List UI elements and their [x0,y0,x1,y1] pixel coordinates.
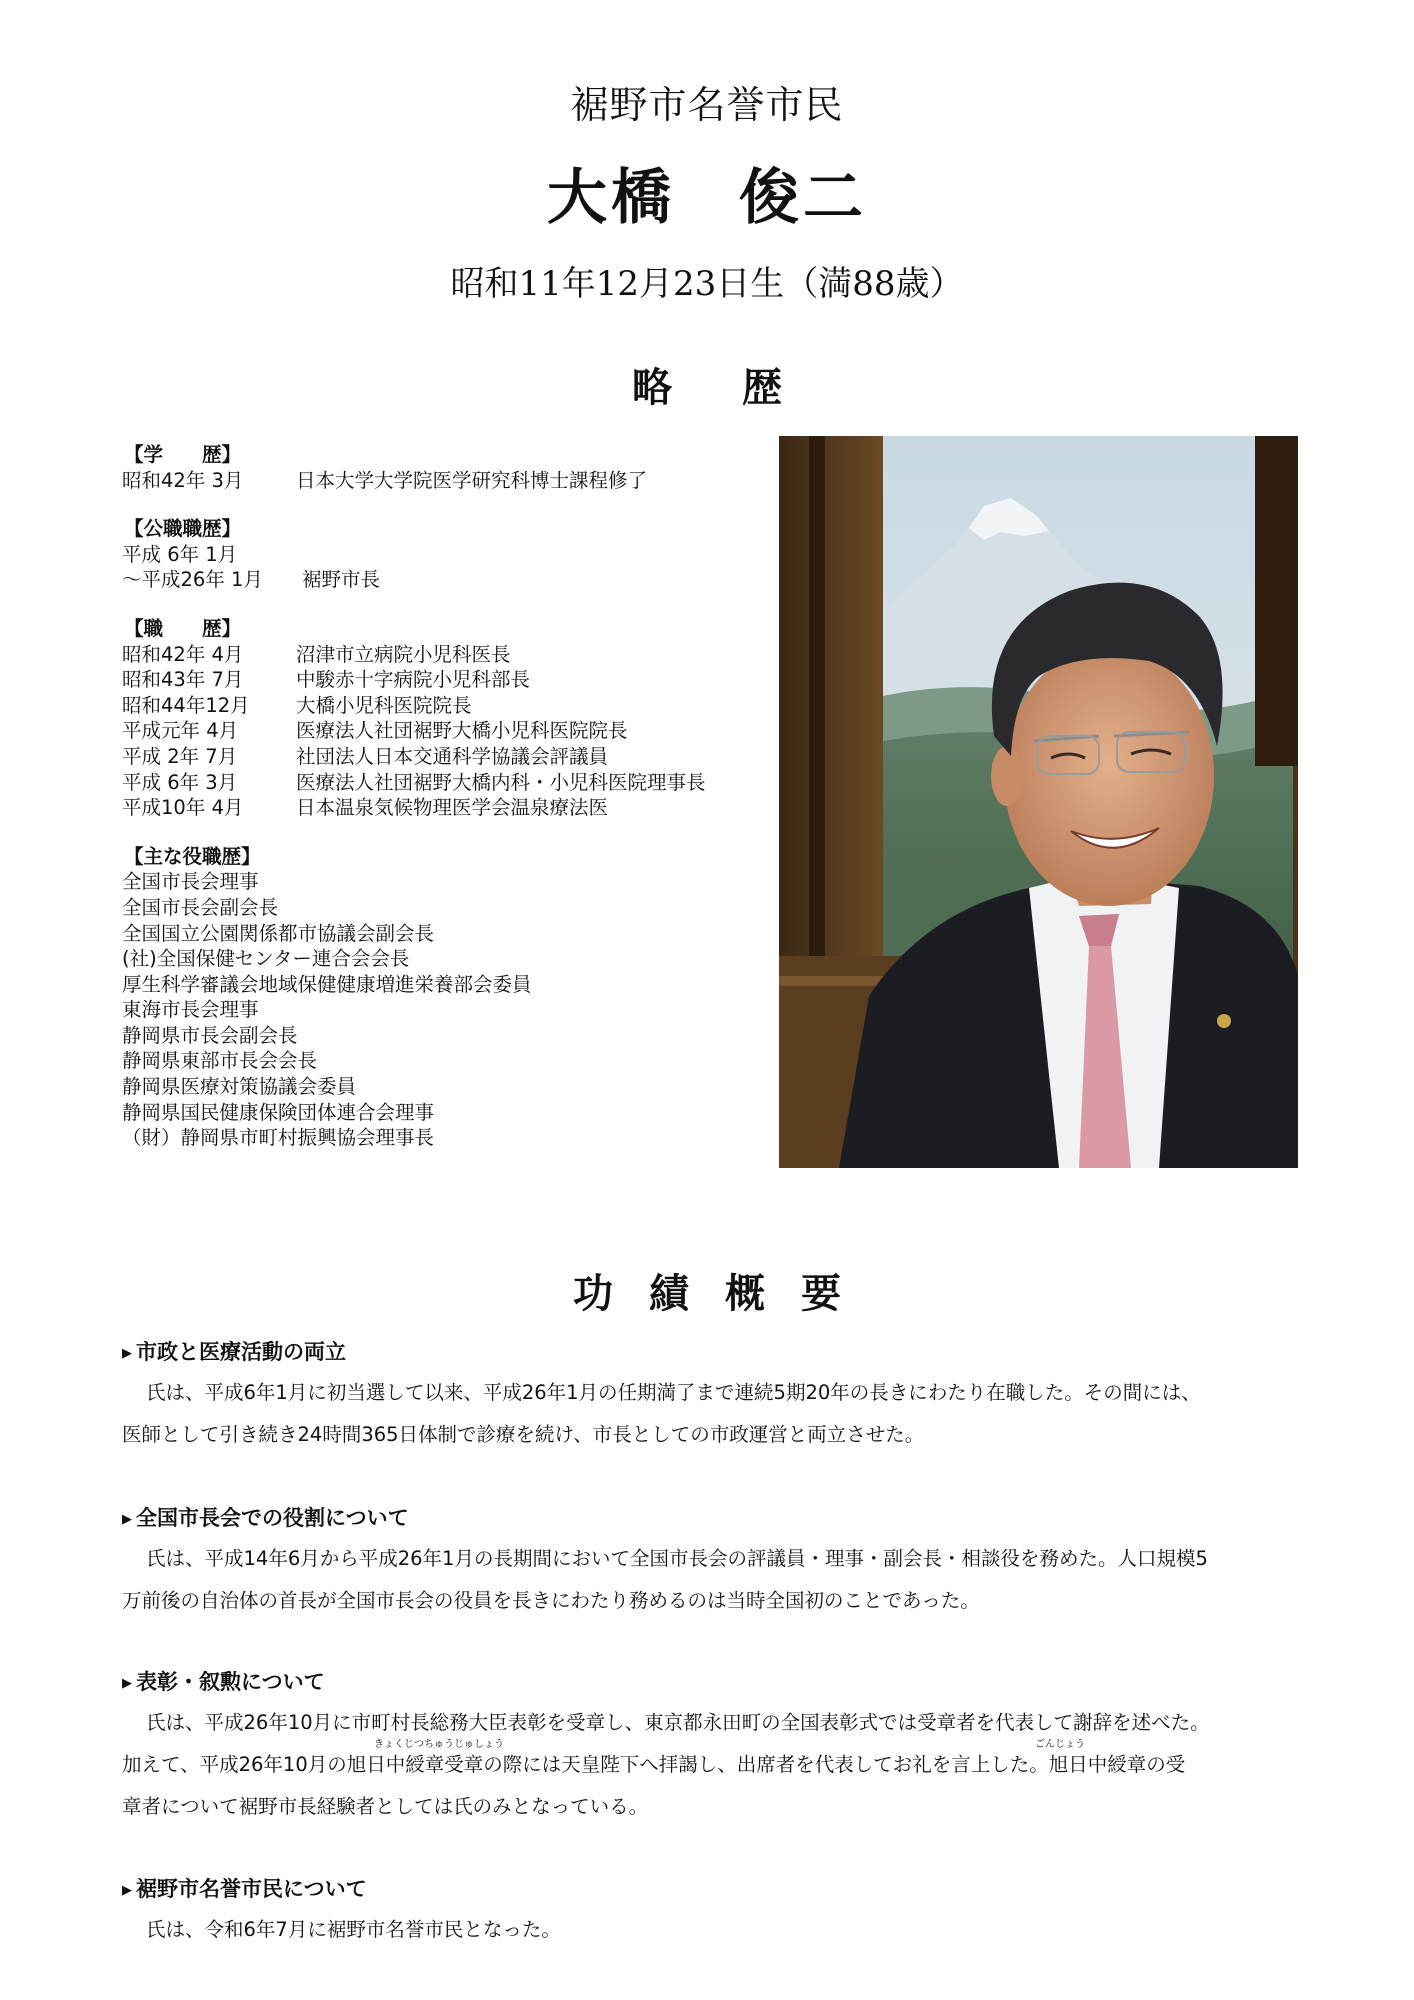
career-section [122,616,762,821]
history-date: 平成10年 4月 [122,796,244,820]
history-text: 沼津市立病院小児科医長 [296,642,511,666]
triangle-bullet-icon: ▶ [122,1346,132,1361]
achievement-item [122,1336,1297,1456]
achievement-line: 氏は、平成26年10月に市町村長総務大臣表彰を受章し、東京都永田町の全国表彰式では受章者を代表して謝辞を述べた。 [146,1711,1210,1734]
role-item: 全国市長会理事 [122,870,259,894]
achievement-body [122,1538,1297,1622]
triangle-bullet-icon: ▶ [122,1676,132,1691]
achievement-line: 氏は、平成6年1月に初当選して以来、平成26年1月の任期満了まで連続5期20年の長きにわたり在職した。その間には、 [146,1381,1201,1404]
roles-title: 【主な役職歴】 [124,844,261,868]
person-name: 大橋 俊二 [547,163,867,233]
history-row [122,693,762,719]
history-text: 日本温泉気候物理医学会温泉療法医 [296,796,609,820]
achievement-line: 氏は、令和6年7月に裾野市名誉市民となった。 [146,1918,561,1941]
triangle-bullet-icon: ▶ [122,1883,132,1898]
achievement-line: 万前後の自治体の首長が全国市長会の役員を長きにわたり務めるのは当時全国初のことであった。 [122,1589,980,1612]
history-heading: 略歴 [632,364,852,411]
history-date: 平成元年 4月 [122,719,239,743]
achievement-item [122,1666,1297,1828]
role-item: 静岡県医療対策協議会委員 [122,1075,357,1099]
history-row [122,770,762,796]
achievement-title: ▶ 市政と医療活動の両立 [122,1340,346,1364]
history-row [122,567,762,593]
history-date: 平成 6年 3月 [122,770,238,794]
ruby-reading: きょくじつちゅうじゅしょう [374,1739,504,1750]
history-text: 医療法人社団裾野大橋小児科医院院長 [296,719,628,743]
role-item: 厚生科学審議会地域保健健康増進栄養部会委員 [122,972,532,996]
history-text: 大橋小児科医院院長 [296,693,472,717]
education-title: 【学 歴】 [124,443,242,466]
achievements-heading: 功績概要 [573,1270,877,1317]
history-row [122,744,762,770]
role-item: 全国市長会副会長 [122,895,279,919]
achievement-item [122,1502,1297,1622]
history-row [122,718,762,744]
public-office-section [122,516,762,593]
education-section [122,442,762,493]
history-date: 平成 6年 1月 [122,542,238,566]
achievement-line: 章者について裾野市長経験者としては氏のみとなっている。 [122,1795,649,1818]
history-row [122,542,762,568]
history-section [122,442,762,1174]
history-date: ～平成26年 1月 [122,568,263,592]
history-row [122,795,762,821]
history-date: 平成 2年 7月 [122,744,238,768]
portrait-illustration [779,436,1298,1168]
history-text: 医療法人社団裾野大橋内科・小児科医院理事長 [296,770,706,794]
role-item: 静岡県東部市長会会長 [122,1049,318,1073]
role-item: 東海市長会理事 [122,998,259,1022]
history-text: 中駿赤十字病院小児科部長 [296,668,531,692]
role-item: （財）静岡県市町村振興協会理事長 [122,1126,435,1150]
achievement-line: 加えて、平成26年10月の旭日中綬章受章の際には天皇陛下へ拝謁し、出席者を代表してお礼を言上した。旭日中綬章の受 きょくじつちゅうじゅしょう ごんじょう [122,1739,1186,1776]
achievement-title: ▶ 表彰・叙勲について [122,1670,325,1694]
portrait-photo [779,436,1298,1168]
history-text: 裾野市長 [302,568,381,592]
achievement-body [122,1372,1297,1456]
achievement-title: ▶ 全国市長会での役割について [122,1506,409,1530]
history-text: 社団法人日本交通科学協議会評議員 [296,744,609,768]
history-date: 昭和43年 7月 [122,668,244,692]
achievement-line: 氏は、平成14年6月から平成26年1月の長期間において全国市長会の評議員・理事・副会長・相談役を務めた。人口規模5 [146,1547,1208,1570]
role-item: 静岡県市長会副会長 [122,1023,298,1047]
achievement-title: ▶ 裾野市名誉市民について [122,1877,367,1901]
history-text: 日本大学大学院医学研究科博士課程修了 [296,468,648,492]
history-row [122,642,762,668]
achievement-body [122,1909,1297,1951]
history-date: 昭和44年12月 [122,693,250,717]
public-office-title: 【公職職歴】 [124,517,242,541]
role-item: 全国国立公園関係都市協議会副会長 [122,921,435,945]
birth-date: 昭和11年12月23日生（満88歳） [450,264,964,304]
history-date: 昭和42年 4月 [122,642,244,666]
achievement-body [122,1702,1297,1828]
history-row [122,667,762,693]
role-item: 静岡県国民健康保険団体連合会理事 [122,1100,435,1124]
achievement-item [122,1873,1297,1951]
page-subtitle: 裾野市名誉市民 [570,83,844,127]
roles-section [122,844,762,1151]
history-date: 昭和42年 3月 [122,468,244,492]
ruby-reading: ごんじょう [1035,1739,1085,1750]
history-row [122,468,762,494]
role-item: (社)全国保健センター連合会会長 [122,947,410,971]
career-title: 【職 歴】 [124,616,242,640]
triangle-bullet-icon: ▶ [122,1512,132,1527]
achievement-line: 医師として引き続き24時間365日体制で診療を続け、市長としての市政運営と両立させた。 [122,1423,925,1446]
